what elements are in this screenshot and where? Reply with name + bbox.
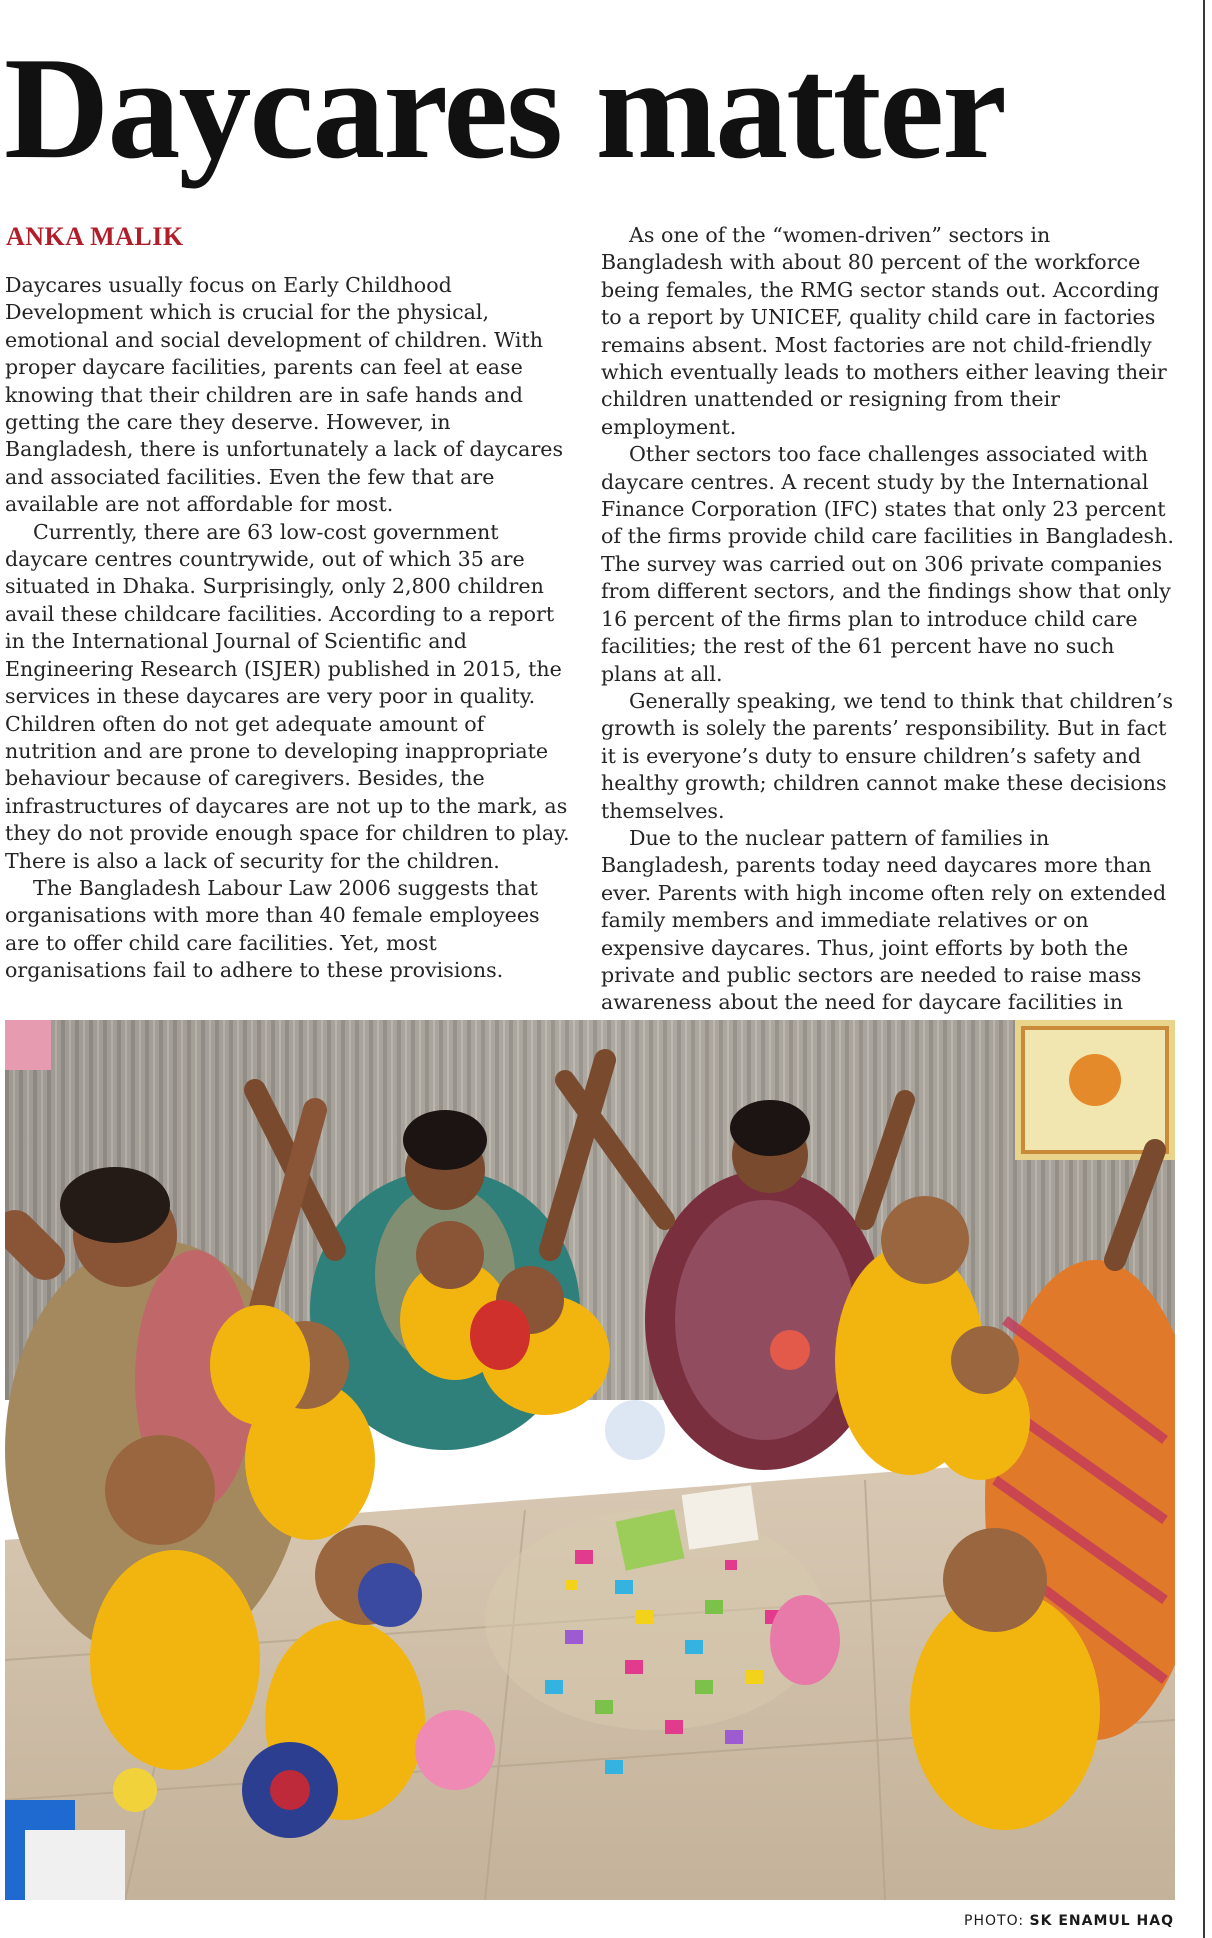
page-edge-rule [1203, 0, 1205, 1938]
paragraph: Other sectors too face challenges associated with daycare centres. A recent study by the International Finance Corporation (IFC) states that only 23 percent of the firms provide child care facilities in Bangladesh. The survey was carried out on 306 private companies from different sectors, and the findings show that only 16 percent of the firms plan to introduce child care facilities; the rest of the 61 percent have no such plans at all. [601, 442, 1174, 686]
daycare-photo [5, 1020, 1175, 1900]
photo-credit [964, 1913, 1174, 1929]
paragraph: Currently, there are 63 low-cost government daycare centres countrywide, out of which 35 are situated in Dhaka. Surprisingly, only 2,800 children avail these childcare facilities. According to a report in the International Journal of Scientific and Engineering Research (ISJER) published in 2015, the services in these daycares are very poor in quality. Children often do not get adequate amount of nutrition and are prone to developing inappropriate behaviour because of caregivers. Besides, the infrastructures of daycares are not up to the mark, as they do not provide enough space for children to play. There is also a lack of security for the children. [5, 519, 570, 873]
photo-credit-label: PHOTO: [964, 1913, 1025, 1929]
paragraph: Due to the nuclear pattern of families in Bangladesh, parents today need daycares more than ever. Parents with high income often rely on extended family members and immediate relatives or on expensive daycares. Thus, joint efforts by both the private and public sectors are needed to raise mass awareness about the need for daycare facilities in [601, 825, 1167, 1015]
paragraph: As one of the “women-driven” sectors in Bangladesh with about 80 percent of the workforce being females, the RMG sector stands out. According to a report by UNICEF, quality child care in factories remains absent. Most factories are not child-friendly which eventually leads to mothers either leaving their children unattended or resigning from their employment. [601, 223, 1167, 439]
article-column-right [601, 222, 1176, 1044]
byline: ANKA MALIK [6, 222, 184, 251]
headline: Daycares matter [4, 27, 1005, 189]
paragraph: The Bangladesh Labour Law 2006 suggests that organisations with more than 40 female employees are to offer child care facilities. Yet, most organisations fail to adhere to these provisions. [5, 875, 540, 983]
article-column-left [5, 272, 575, 985]
paragraph: Generally speaking, we tend to think that children’s growth is solely the parents’ responsibility. But in fact it is everyone’s duty to ensure children’s safety and healthy growth; children cannot make these decisions themselves. [601, 688, 1174, 823]
paragraph: Daycares usually focus on Early Childhood Development which is crucial for the physical, emotional and social development of children. With proper daycare facilities, parents can feel at ease knowing that their children are in safe hands and getting the care they deserve. However, in Bangladesh, there is unfortunately a lack of daycares and associated facilities. Even the few that are available are not affordable for most. [5, 273, 564, 517]
photo-credit-name: SK ENAMUL HAQ [1029, 1913, 1174, 1929]
